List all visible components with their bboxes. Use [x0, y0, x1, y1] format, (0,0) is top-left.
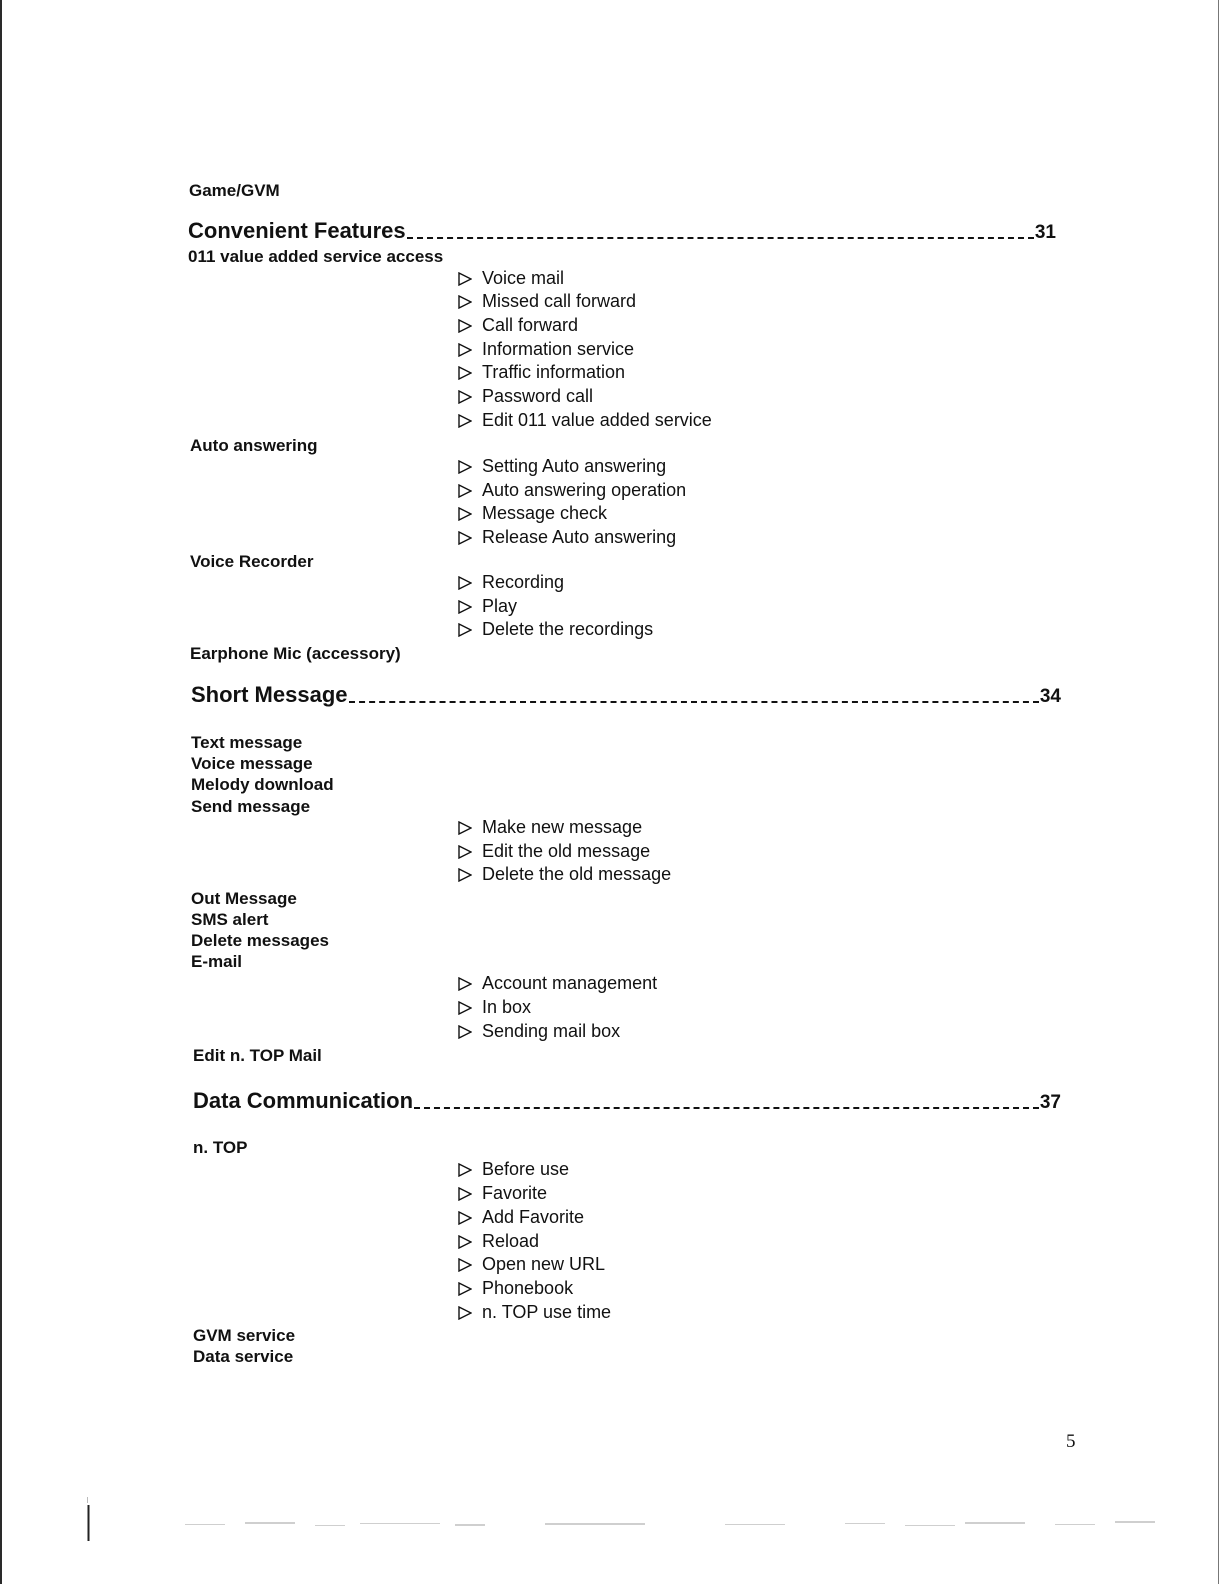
toc-subitem — [458, 864, 671, 885]
page-number: 5 — [1066, 1431, 1076, 1452]
toc-subitem — [458, 456, 666, 477]
toc-item-ntop: n. TOP — [193, 1138, 248, 1157]
toc-item-voice-recorder: Voice Recorder — [190, 552, 314, 571]
toc-subitem — [458, 386, 593, 407]
section-page-number: 37 — [1039, 1092, 1061, 1113]
toc-subitem — [458, 572, 564, 593]
toc-item-sms-alert: SMS alert — [191, 910, 269, 929]
subitem-label: Sending mail box — [482, 1021, 621, 1041]
triangle-bullet-icon — [458, 1211, 474, 1225]
triangle-bullet-icon — [458, 1282, 474, 1296]
section-title: Convenient Features — [188, 218, 406, 243]
toc-subitem — [458, 817, 642, 838]
subitem-label: Before use — [482, 1159, 570, 1179]
scan-right-edge — [1218, 0, 1219, 1584]
triangle-bullet-icon — [458, 531, 474, 545]
toc-subitem — [458, 503, 607, 524]
toc-subitem — [458, 596, 517, 617]
toc-subitem — [458, 315, 578, 336]
subitem-label: Delete the old message — [482, 864, 672, 884]
section-title: Short Message — [191, 682, 348, 707]
triangle-bullet-icon — [458, 977, 474, 991]
toc-subitem — [458, 339, 634, 360]
triangle-bullet-icon — [458, 343, 474, 357]
scan-smudge — [87, 1497, 90, 1541]
triangle-bullet-icon — [458, 1235, 474, 1249]
toc-subitem — [458, 1207, 584, 1228]
toc-item-voice-message: Voice message — [191, 754, 313, 773]
subitem-label: Information service — [482, 339, 635, 359]
toc-subitem — [458, 841, 650, 862]
scan-noise — [185, 1518, 655, 1530]
toc-item-melody-download: Melody download — [191, 775, 334, 794]
section-page-number: 31 — [1034, 222, 1056, 243]
toc-item-email: E-mail — [191, 952, 243, 971]
toc-item-out-message: Out Message — [191, 889, 297, 908]
subitem-label: Call forward — [482, 315, 579, 335]
subitem-label: Traffic information — [482, 362, 626, 382]
leader-dashes — [407, 237, 1034, 239]
triangle-bullet-icon — [458, 845, 474, 859]
subitem-label: Open new URL — [482, 1254, 606, 1274]
subitem-label: Message check — [482, 503, 608, 523]
section-title: Data Communication — [193, 1088, 414, 1113]
triangle-bullet-icon — [458, 484, 474, 498]
toc-subitem — [458, 1183, 547, 1204]
subitem-label: Make new message — [482, 817, 643, 837]
triangle-bullet-icon — [458, 1258, 474, 1272]
toc-item-value-added-access: 011 value added service access — [188, 247, 444, 266]
leader-dashes — [414, 1107, 1039, 1109]
subitem-label: Edit the old message — [482, 841, 651, 861]
subitem-label: Delete the recordings — [482, 619, 654, 639]
subitem-label: Reload — [482, 1231, 540, 1251]
subitem-label: Voice mail — [482, 268, 565, 288]
toc-subitem — [458, 1254, 605, 1275]
toc-subitem — [458, 973, 657, 994]
toc-subitem — [458, 997, 531, 1018]
triangle-bullet-icon — [458, 460, 474, 474]
triangle-bullet-icon — [458, 1001, 474, 1015]
subitem-label: Password call — [482, 386, 594, 406]
toc-item-earphone-mic: Earphone Mic (accessory) — [190, 644, 401, 663]
scan-noise — [725, 1518, 1155, 1530]
toc-item-gvm-service: GVM service — [193, 1326, 296, 1345]
subitem-label: Edit 011 value added service — [482, 410, 712, 430]
toc-subitem — [458, 410, 712, 431]
toc-subitem — [458, 362, 625, 383]
triangle-bullet-icon — [458, 576, 474, 590]
triangle-bullet-icon — [458, 1025, 474, 1039]
subitem-label: Setting Auto answering — [482, 456, 667, 476]
section-page-number: 34 — [1039, 686, 1061, 707]
toc-subitem — [458, 527, 676, 548]
toc-subitem — [458, 480, 686, 501]
leader-dashes — [349, 701, 1039, 703]
subitem-label: In box — [482, 997, 532, 1017]
triangle-bullet-icon — [458, 821, 474, 835]
subitem-label: Release Auto answering — [482, 527, 677, 547]
triangle-bullet-icon — [458, 1306, 474, 1320]
toc-subitem — [458, 619, 653, 640]
section-convenient-features — [188, 218, 1056, 244]
subitem-label: Add Favorite — [482, 1207, 585, 1227]
subitem-label: Play — [482, 596, 518, 616]
toc-subitem — [458, 1021, 620, 1042]
toc-subitem — [458, 1278, 573, 1299]
subitem-label: Account management — [482, 973, 658, 993]
toc-subitem — [458, 1159, 569, 1180]
triangle-bullet-icon — [458, 390, 474, 404]
toc-item-edit-ntop-mail: Edit n. TOP Mail — [193, 1046, 322, 1065]
subitem-label: n. TOP use time — [482, 1302, 612, 1322]
triangle-bullet-icon — [458, 1187, 474, 1201]
triangle-bullet-icon — [458, 1163, 474, 1177]
toc-item-auto-answering: Auto answering — [190, 436, 318, 455]
subitem-label: Recording — [482, 572, 565, 592]
triangle-bullet-icon — [458, 600, 474, 614]
toc-item-data-service: Data service — [193, 1347, 294, 1366]
toc-item-send-message: Send message — [191, 797, 311, 816]
triangle-bullet-icon — [458, 507, 474, 521]
subitem-label: Phonebook — [482, 1278, 574, 1298]
triangle-bullet-icon — [458, 623, 474, 637]
scan-left-edge — [0, 0, 2, 1584]
toc-item-text-message: Text message — [191, 733, 303, 752]
triangle-bullet-icon — [458, 366, 474, 380]
toc-subitem — [458, 1302, 611, 1323]
subitem-label: Auto answering operation — [482, 480, 687, 500]
subitem-label: Favorite — [482, 1183, 548, 1203]
subitem-label: Missed call forward — [482, 291, 637, 311]
toc-subitem — [458, 291, 636, 312]
section-short-message — [191, 682, 1061, 708]
section-data-communication — [193, 1088, 1061, 1114]
triangle-bullet-icon — [458, 414, 474, 428]
triangle-bullet-icon — [458, 868, 474, 882]
toc-subitem — [458, 1231, 539, 1252]
triangle-bullet-icon — [458, 272, 474, 286]
toc-item-game-gvm: Game/GVM — [189, 181, 280, 200]
toc-item-delete-messages: Delete messages — [191, 931, 329, 950]
triangle-bullet-icon — [458, 295, 474, 309]
toc-subitem — [458, 268, 564, 289]
triangle-bullet-icon — [458, 319, 474, 333]
